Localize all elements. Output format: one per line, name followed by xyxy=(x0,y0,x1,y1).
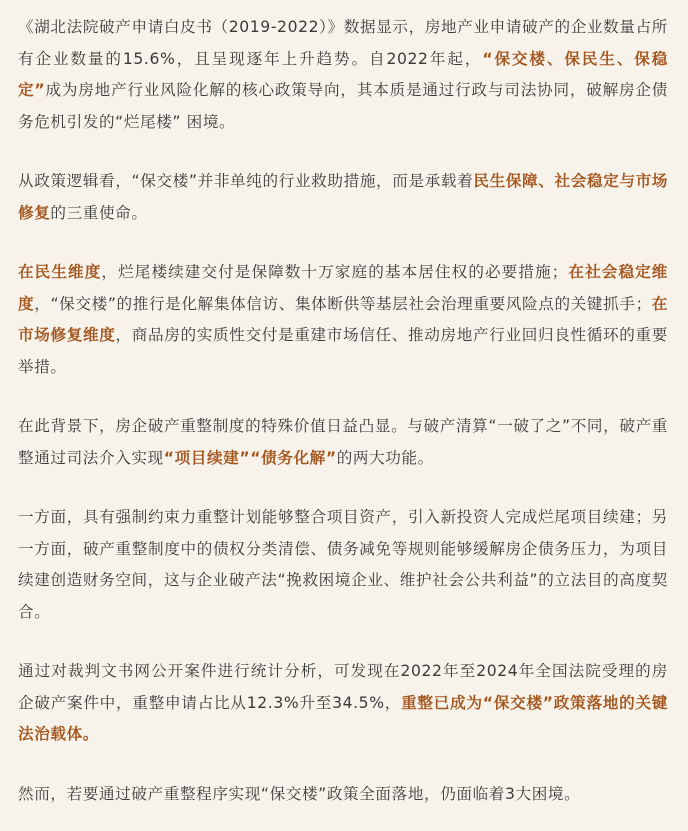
text-run: 通过对裁判文书网公开案件进行统计分析，可发现在2022年至2024年全国法院受理的房企破产案件中，重整申请占比从12.3%升至34.5%， xyxy=(18,662,668,712)
text-run: 从政策逻辑看，“保交楼”并非单纯的行业救助措施，而是承载着 xyxy=(18,172,474,190)
paragraph-functions xyxy=(18,502,668,628)
highlight-run: “项目续建”“债务化解” xyxy=(163,448,337,467)
text-run: 的两大功能。 xyxy=(336,448,434,467)
paragraph-dimensions xyxy=(18,257,668,383)
highlight-run: 在民生维度 xyxy=(18,263,102,281)
highlight-run: 重整已成为“保交楼”政策落地的关键法治载体。 xyxy=(18,693,668,743)
highlight-run: 在市场修复维度 xyxy=(18,294,669,344)
text-run: 一方面，具有强制约束力重整计划能够整合项目资产，引入新投资人完成烂尾项目续建；另一方面，破产重整制度中的债权分类清偿、债务减免等规则能够缓解房企债务压力，为项目续建创造财务空间，这与企业破产法“挽救困境企业、维护社会公共利益”的立法目的高度契合。 xyxy=(18,508,668,621)
text-run: 的三重使命。 xyxy=(50,203,148,222)
text-run: 成为房地产行业风险化解的核心政策导向，其本质是通过行政与司法协同，破解房企债务危机引发的“烂尾楼” 困境。 xyxy=(18,81,668,131)
text-run: 然而，若要通过破产重整程序实现“保交楼”政策全面落地，仍面临着3大困境。 xyxy=(18,784,581,803)
text-run: ，烂尾楼续建交付是保障数十万家庭的基本居住权的必要措施； xyxy=(101,263,568,281)
paragraph-background xyxy=(18,411,668,474)
text-run: 在此背景下，房企破产重整制度的特殊价值日益凸显。与破产清算“一破了之”不同，破产重整通过司法介入实现 xyxy=(18,417,668,467)
text-run: 《湖北法院破产申请白皮书（2019-2022）》数据显示，房地产业申请破产的企业数量占所有企业数量的15.6%，且呈现逐年上升趋势。自2022年起， xyxy=(18,18,668,68)
highlight-run: 民生保障、社会稳定与市场修复 xyxy=(18,172,668,222)
paragraph-statistics xyxy=(18,656,668,751)
paragraph-difficulties xyxy=(18,779,668,811)
paragraph-intro xyxy=(18,12,668,138)
text-run: ，商品房的实质性交付是重建市场信任、推动房地产行业回归良性循环的重要举措。 xyxy=(18,326,668,376)
highlight-run: 在社会稳定维度 xyxy=(18,263,668,313)
paragraph-policy-logic xyxy=(18,166,668,229)
text-run: ，“保交楼”的推行是化解集体信访、集体断供等基层社会治理重要风险点的关键抓手； xyxy=(34,294,652,313)
highlight-run: “保交楼、保民生、保稳定” xyxy=(18,49,668,99)
